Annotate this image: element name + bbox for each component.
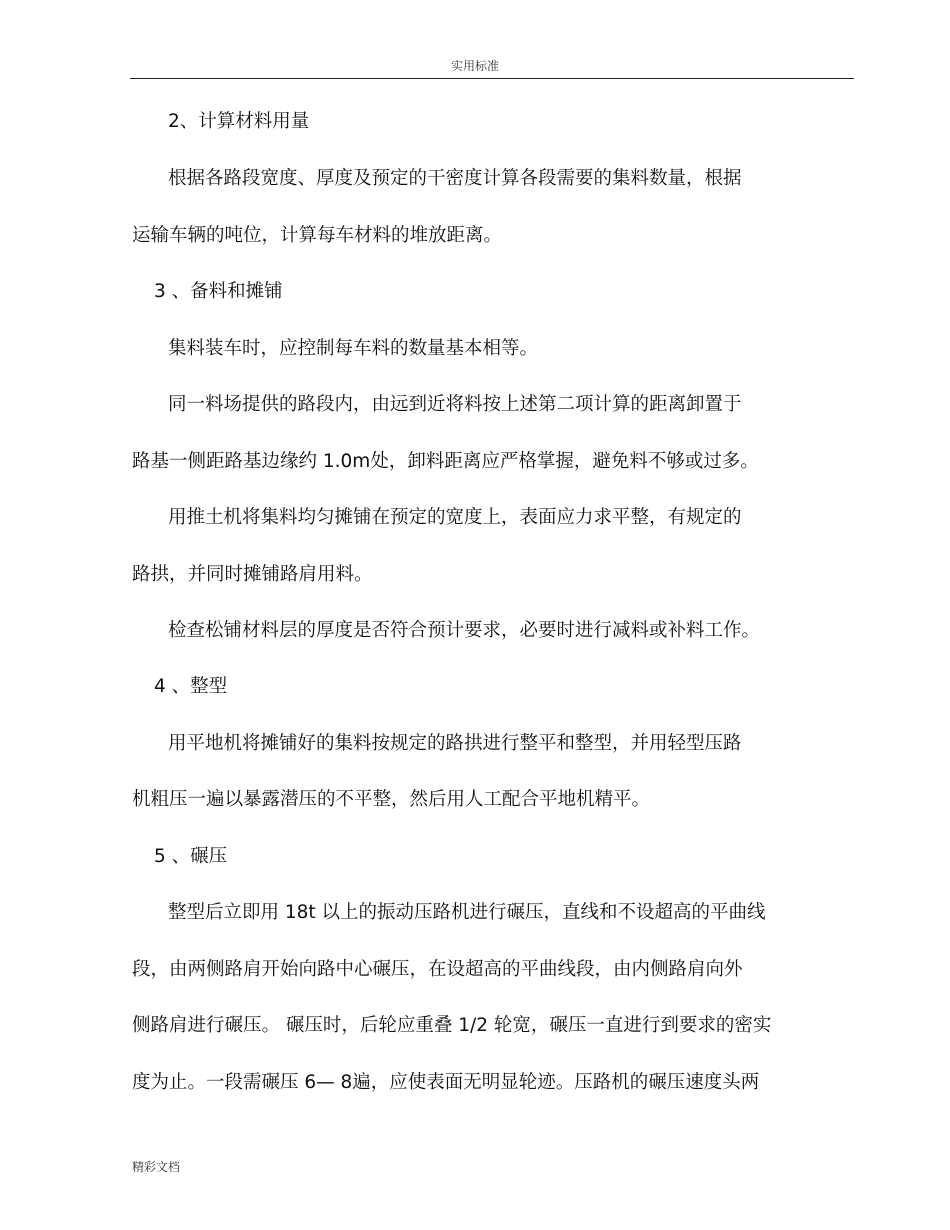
paragraph-line: 根据各路段宽度、厚度及预定的干密度计算各段需要的集料数量，根据 bbox=[168, 168, 742, 189]
paragraph-line: 路拱，并同时摊铺路肩用料。 bbox=[132, 564, 373, 585]
paragraph-line: 用平地机将摊铺好的集料按规定的路拱进行整平和整型，并用轻型压路 bbox=[168, 733, 742, 754]
paragraph-line: 路基一侧距路基边缘约 1.0m处，卸料距离应严格掌握，避免料不够或过多。 bbox=[132, 451, 759, 472]
paragraph-line: 侧路肩进行碾压。 碾压时，后轮应重叠 1/2 轮宽，碾压一直进行到要求的密实 bbox=[132, 1015, 772, 1036]
paragraph-line: 集料装车时，应控制每车料的数量基本相等。 bbox=[168, 338, 539, 359]
header-divider bbox=[130, 78, 854, 79]
section-heading-3: 3 、备料和摊铺 bbox=[154, 281, 283, 302]
section-heading-5: 5 、碾压 bbox=[154, 846, 228, 867]
page-header: 实用标准 bbox=[450, 59, 499, 73]
paragraph-line: 机粗压一遍以暴露潜压的不平整，然后用人工配合平地机精平。 bbox=[132, 789, 651, 810]
paragraph-line: 运输车辆的吨位，计算每车材料的堆放距离。 bbox=[132, 225, 503, 246]
paragraph-line: 整型后立即用 18t 以上的振动压路机进行碾压，直线和不设超高的平曲线 bbox=[168, 902, 766, 923]
paragraph-line: 同一料场提供的路段内，由远到近将料按上述第二项计算的距离卸置于 bbox=[168, 394, 742, 415]
paragraph-line: 检查松铺材料层的厚度是否符合预计要求，必要时进行减料或补料工作。 bbox=[168, 620, 761, 641]
paragraph-line: 度为止。一段需碾压 6— 8遍，应使表面无明显轮迹。压路机的碾压速度头两 bbox=[132, 1072, 760, 1093]
page-footer: 精彩文档 bbox=[132, 1160, 181, 1174]
section-heading-4: 4 、整型 bbox=[154, 676, 228, 697]
section-heading-2: 2、计算材料用量 bbox=[168, 111, 310, 132]
paragraph-line: 用推土机将集料均匀摊铺在预定的宽度上，表面应力求平整，有规定的 bbox=[168, 507, 742, 528]
paragraph-line: 段，由两侧路肩开始向路中心碾压，在设超高的平曲线段，由内侧路肩向外 bbox=[132, 959, 743, 980]
